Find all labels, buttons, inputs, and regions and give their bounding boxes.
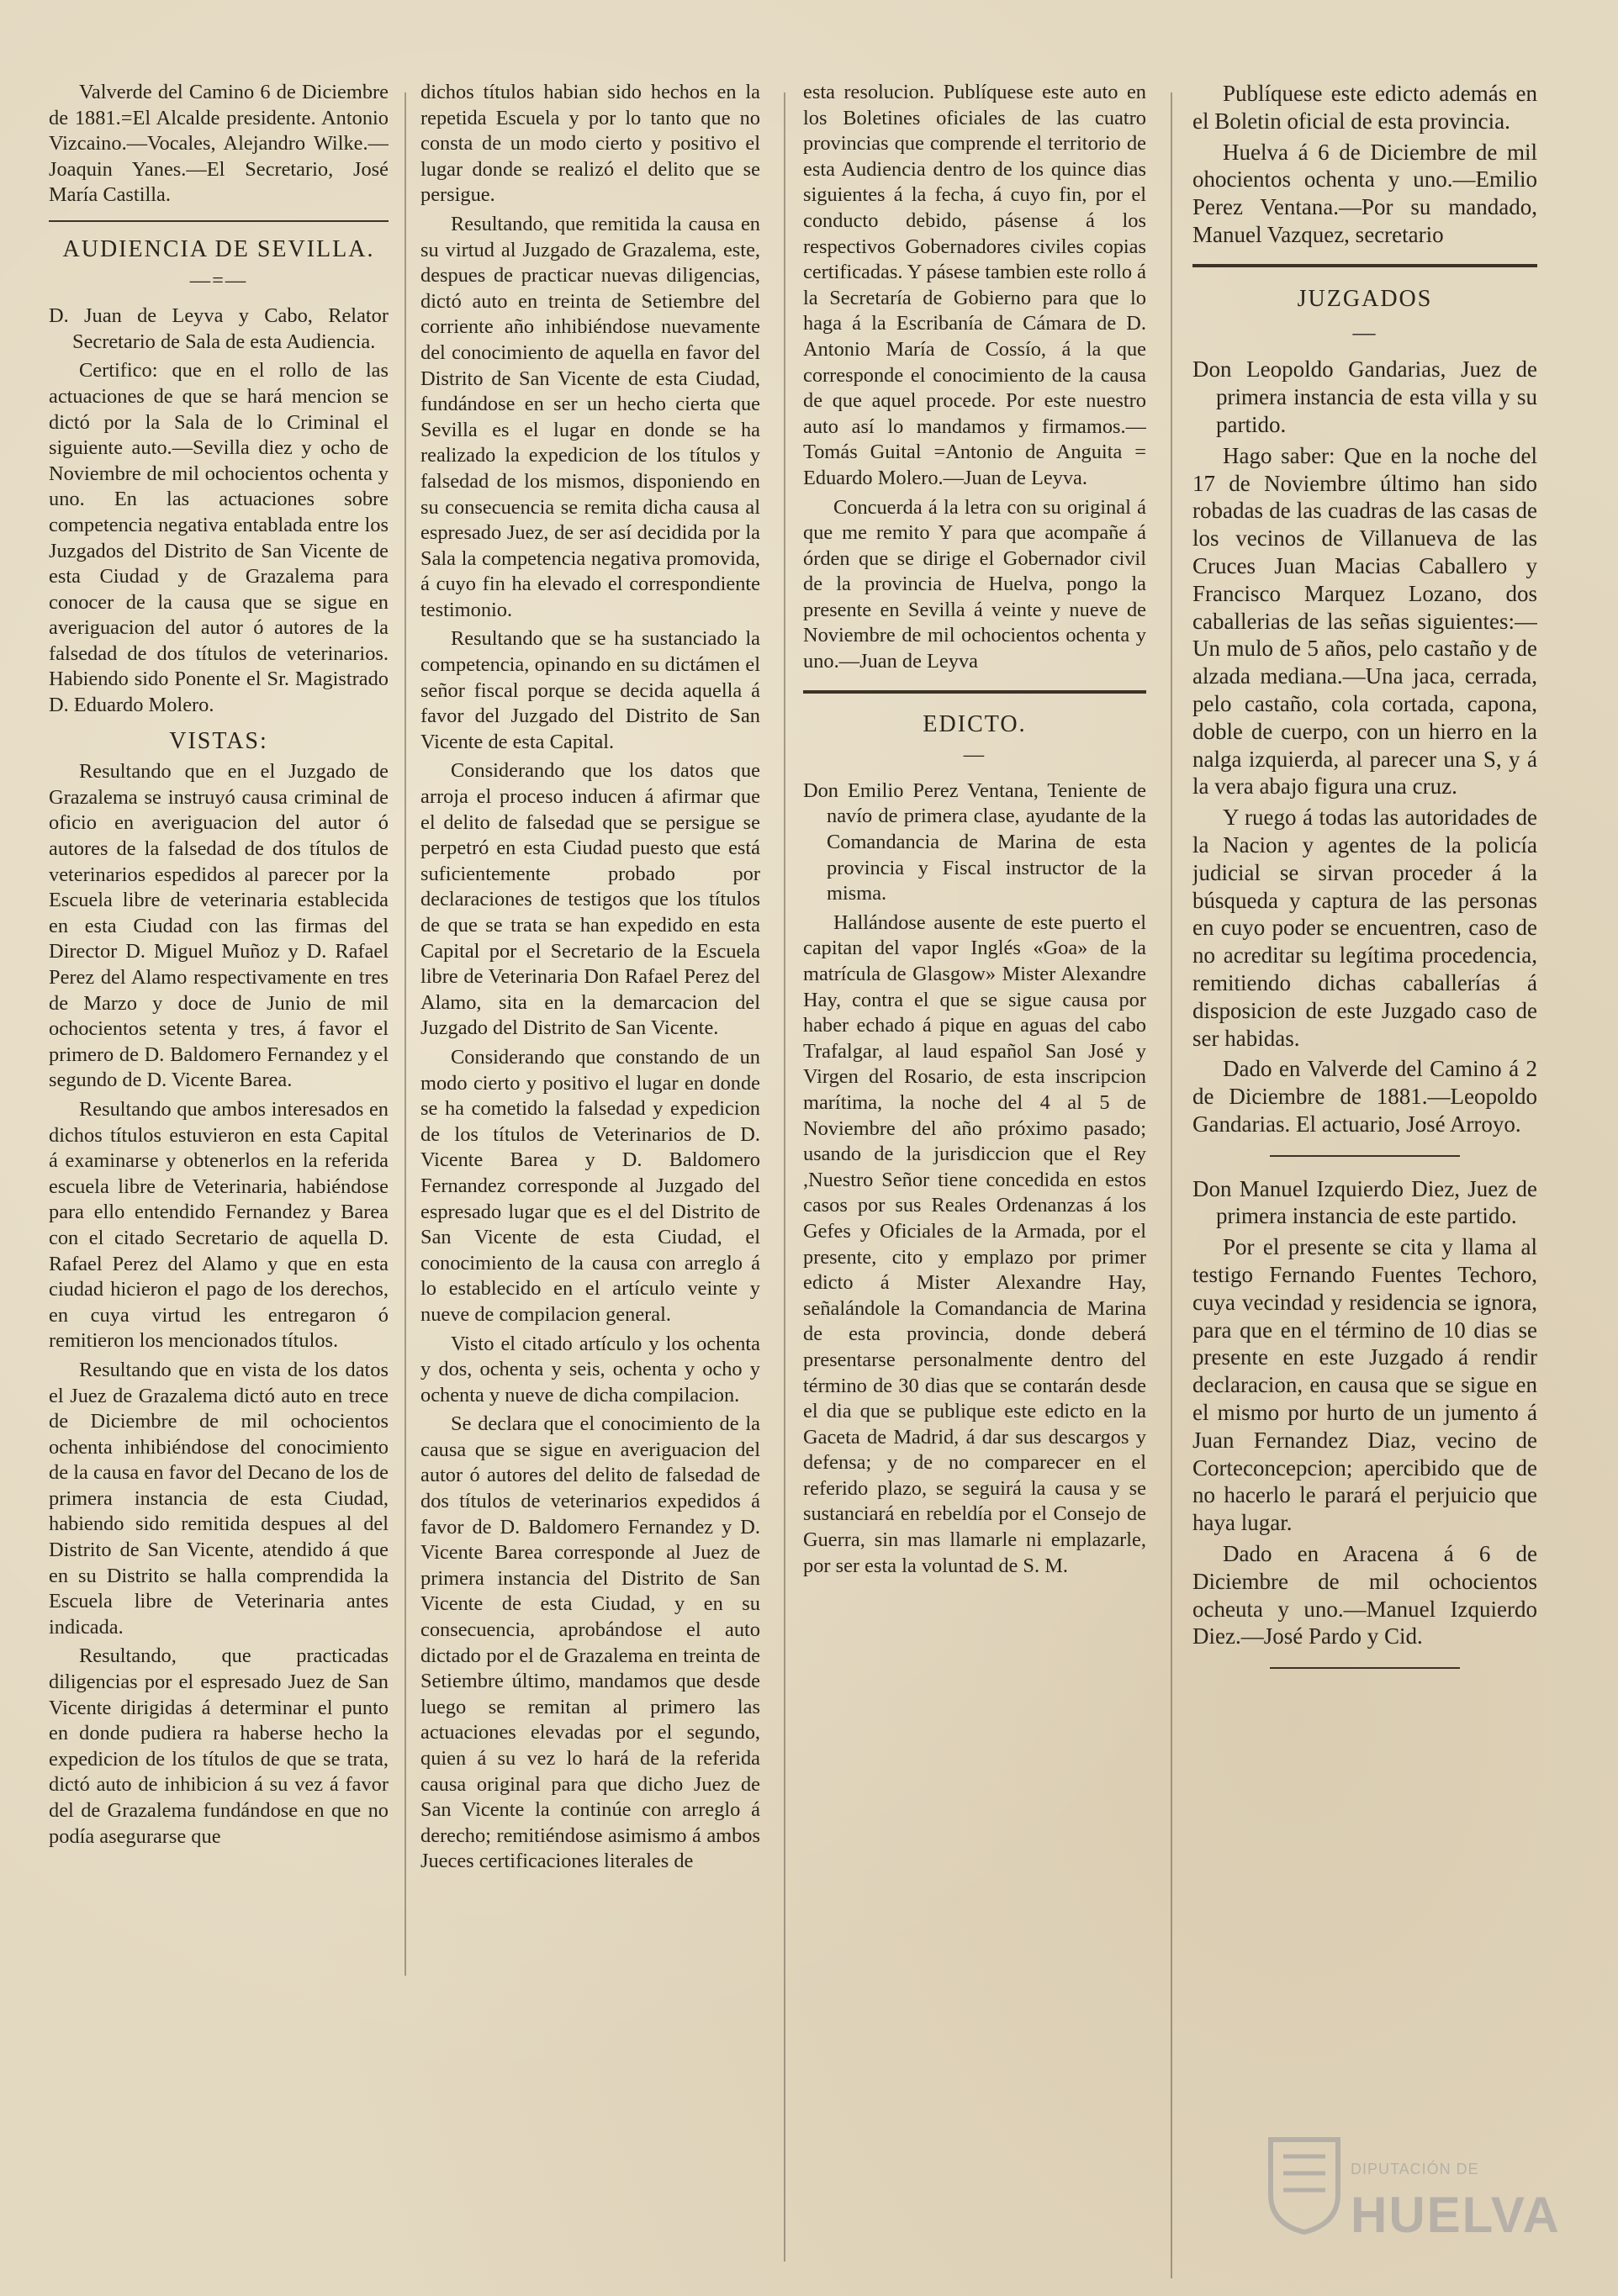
paragraph: Resultando que en el Juzgado de Grazalema se instruyó causa criminal de oficio en averiguacion del autor ó autores de la falsedad de dos títulos de veterinarios espedidos al parecer por la Escuela libre de veterinaria establecida en esta Ciudad con las firmas del Director D. Miguel Muñoz y D. Rafael Perez del Alamo respectivamente en tres de Marzo y doce de Junio de mil ochocientos setenta y tres, á favor el primero de D. Baldomero Fernandez y el segundo de D. Vicente Barea. (49, 760, 389, 1092)
paragraph: Considerando que constando de un modo cierto y positivo el lugar en donde se ha cometido la falsedad y expedicion de los títulos de Veterinarios de D. Vicente Barea y D. Baldomero Fernandez corresponde al Juzgado del espresado lugar que es el del Distrito de San Vicente de esta Ciudad, el conocimiento de la causa con arreglo á lo establecido en el artículo veinte y nueve de compilacion general. (420, 1045, 760, 1326)
paragraph: esta resolucion. Publíquese este auto en los Boletines oficiales de las cuatro provincias que comprende el territorio de esta Audiencia dentro de los quince dias siguientes á la fecha, á cuyo fin, por el conducto debido, pásense á los respectivos Gobernadores civiles copias certificadas. Y pásese tambien este rollo á la Secretaría de Gobierno para que lo haga á la Escribanía de Cámara de D. Antonio María de Cossío, á la que corresponde el conocimiento de la causa de que aquel procede. Por este nuestro auto así lo mandamos y firmamos.—Tomás Guital =Antonio de Anguita = Eduardo Molero.—Juan de Leyva. (803, 81, 1146, 489)
paragraph: Dado en Valverde del Camino á 2 de Diciembre de 1881.—Leopoldo Gandarias. El actuario, José Arroyo. (1192, 1056, 1537, 1137)
paragraph: Visto el citado artículo y los ochenta y dos, ochenta y seis, ochenta y ocho y ochenta y nueve de dicha compilacion. (420, 1332, 760, 1407)
paragraph: Considerando que los datos que arroja el proceso inducen á afirmar que el delito de falsedad que se persigue se perpetró en esta Ciudad puesto que está suficientemente probado por declaraciones de testigos que los títulos de que se trata se han expedido en esta Capital por el Secretario de la Escuela libre de Veterinaria Don Rafael Perez del Alamo, sita en la demarcacion del Juzgado del Distrito de San Vicente. (420, 759, 760, 1040)
watermark-title: HUELVA (1351, 2187, 1561, 2243)
paragraph: Resultando que se ha sustanciado la competencia, opinando en su dictámen el señor fiscal porque se decida aquella á favor del Juzgado del Distrito de San Vicente de esta Capital. (420, 627, 760, 753)
section-heading: JUZGADOS (1297, 285, 1433, 312)
column-divider (784, 92, 785, 2262)
section-rule (1270, 1155, 1460, 1157)
paragraph: Por el presente se cita y llama al testigo Fernando Fuentes Techoro, cuya vecindad y residencia se ignora, para que en el término de 10 dias se presente en este Juzgado á rendir declaracion, en causa que se sigue en el mismo por hurto de un jumento á Juan Fernandez Diaz, vecino de Corteconcepcion; apercibido que de no hacerlo le parará el perjuicio que haya lugar. (1192, 1234, 1537, 1536)
section-rule (1270, 1667, 1460, 1669)
paragraph: Y ruego á todas las autoridades de la Nacion y agentes de la policía judicial se sirvan proceder á la búsqueda y captura de las personas en cuyo poder se encuentren, caso de no acreditar su legítima procedencia, remitiendo dichas caballerías á disposicion de este Juzgado caso de ser habidas. (1192, 805, 1537, 1051)
paragraph: Certifico: que en el rollo de las actuaciones de que se hará mencion se dictó por la Sala de lo Criminal el siguiente auto.—Sevilla diez y ocho de Noviembre de mil ochocientos ochenta y uno. En las actuaciones sobre competencia negativa entablada entre los Juzgados del Distrito de San Vicente de esta Ciudad y de Grazalema para conocer de la causa que se sigue en averiguacion del autor ó autores de la falsedad de dos títulos de veterinarios. Habiendo sido Ponente el Sr. Magistrado D. Eduardo Molero. (49, 359, 389, 717)
paragraph: Don Emilio Perez Ventana, Teniente de navío de primera clase, ayudante de la Comandancia de Marina de esta provincia y Fiscal instructor de la misma. (803, 779, 1146, 905)
paragraph: Valverde del Camino 6 de Diciembre de 1881.=El Alcalde presidente. Antonio Vizcaino.—Vocales, Alejandro Wilke.—Joaquin Yanes.—El Secretario, José María Castilla. (49, 81, 389, 207)
watermark-logo (1266, 2127, 1561, 2253)
section-heading: VISTAS: (169, 727, 268, 754)
paragraph: Hago saber: Que en la noche del 17 de Noviembre último han sido robadas de las cuadras de las casas de los vecinos de Villanueva de las Cruces Juan Macias Caballero y Francisco Marquez Lozano, dos caballerias de las señas siguientes:—Un mulo de 5 años, pelo castaño y de alzada mediana.—Una jaca, cerrada, pelo castaño, cola cortada, capona, doble de cuerpo, con un hierro en la nalga izquierda, al parecer una S, y á la vera abajo figura una cruz. (1192, 442, 1537, 800)
heading-ornament: — (1352, 319, 1377, 345)
paragraph: Resultando que en vista de los datos el Juez de Grazalema dictó auto en trece de Diciembre de mil ochocientos ochenta inhibiéndose del conocimiento de la causa en favor del Decano de los de primera instancia de esta Ciudad, habiendo sido remitida despues al del Distrito de San Vicente, atendido á que en su Distrito se halla comprendida la Escuela libre de Veterinaria antes indicada. (49, 1358, 389, 1639)
heading-ornament: —=— (189, 268, 248, 292)
watermark-subtitle: DIPUTACIÓN DE (1351, 2161, 1479, 2177)
paragraph: Dado en Aracena á 6 de Diciembre de mil ochocientos ocheuta y uno.—Manuel Izquierdo Diez.—José Pardo y Cid. (1192, 1541, 1537, 1649)
section-rule (803, 690, 1146, 694)
paragraph: dichos títulos habian sido hechos en la repetida Escuela y por lo tanto que no consta de un modo cierto y positivo el lugar donde se realizó el delito que se persigue. (420, 81, 760, 207)
paragraph: Concuerda á la letra con su original á que me remito Y para que acompañe á órden que se dirige el Gobernador civil de la provincia de Huelva, pongo la presente en Sevilla á veinte y nueve de Noviembre de mil ochocientos ochenta y uno.—Juan de Leyva (803, 495, 1146, 673)
column-4 (1192, 80, 1537, 2266)
column-1 (49, 80, 389, 2266)
section-heading: AUDIENCIA DE SEVILLA. (62, 235, 375, 262)
heading-ornament: — (963, 743, 986, 767)
column-divider (1171, 92, 1172, 2278)
paragraph: Hallándose ausente de este puerto el capitan del vapor Inglés «Goa» de la matrícula de Glasgow» Mister Alexandre Hay, contra el que se sigue causa por haber echado á pique en aguas del cabo Trafalgar, al laud español San José y Virgen del Rosario, de esta inscripcion marítima, la noche del 4 al 5 de Noviembre del año próximo pasado; usando de la jurisdiccion que el Rey ,Nuestro Señor tiene concedida en estos casos por sus Reales Ordenanzas á los Gefes y Oficiales de la Armada, por el presente, cito y emplazo por primer edicto á Mister Alexandre Hay, señalándole la Comandancia de Marina de esta provincia, donde deberá presentarse personalmente dentro del término de 30 dias que se contarán desde el dia que se publique este edicto en la Gaceta de Madrid, á dar sus descargos y defensa; y de no comparecer en el referido plazo, se seguirá la causa y se sustanciará en rebeldía por el Consejo de Guerra, sin mas llamarle ni emplazarle, por ser esta la voluntad de S. M. (803, 910, 1146, 1577)
section-heading: EDICTO. (923, 710, 1027, 737)
column-3 (803, 80, 1146, 2266)
paragraph: Huelva á 6 de Diciembre de mil ohocientos ochenta y uno.—Emilio Perez Ventana.—Por su mandado, Manuel Vazquez, secretario (1192, 139, 1537, 247)
paragraph: Resultando, que practicadas diligencias por el espresado Juez de San Vicente dirigidas á determinar el punto en donde pudiera ra haberse hecho la expedicion de los títulos de que se trata, dictó auto de inhibicion á su vez á favor del de Grazalema fundándose en que no podía asegurarse que (49, 1644, 389, 1848)
paragraph: Don Manuel Izquierdo Diez, Juez de primera instancia de este partido. (1192, 1175, 1537, 1229)
paragraph: Se declara que el conocimiento de la causa que se sigue en averiguacion del autor ó autores del delito de falsedad de dos títulos de veterinarios expedidos á favor de D. Baldomero Fernandez y D. Vicente Barea corresponde al Juez de primera instancia del Distrito de San Vicente de esta Ciudad, y en su consecuencia, aprobándose el auto dictado por el de Grazalema en treinta de Setiembre último, mandamos que desde luego se remitan al primero las actuaciones elevadas por el segundo, quien á su vez lo hará de la referida causa original para que dicho Juez de San Vicente la continúe con arreglo á derecho; remitiéndose asimismo á ambos Jueces certificaciones literales de (420, 1412, 760, 1873)
column-2 (420, 80, 760, 2266)
section-rule (1192, 264, 1537, 267)
paragraph: Resultando, que remitida la causa en su virtud al Juzgado de Grazalema, este, despues de practicar nuevas diligencias, dictó auto en treinta de Setiembre del corriente año inhibiéndose nuevamente del conocimiento de aquella en favor del Distrito de San Vicente de esta Ciudad, fundándose en ser un hecho cierta que Sevilla es el lugar en donde se ha realizado la expedicion de los títulos y falsedad de los mismos, disponiendo en su consecuencia se remita dicha causa al espresado Juez, de ser así decidida por la Sala la competencia negativa promovida, á cuyo fin ha elevado el correspondiente testimonio. (420, 212, 760, 621)
column-divider (404, 92, 406, 1976)
paragraph: D. Juan de Leyva y Cabo, Relator Secretario de Sala de esta Audiencia. (49, 304, 389, 353)
section-rule (49, 220, 389, 222)
shield-icon (1266, 2135, 1342, 2236)
paragraph: Don Leopoldo Gandarias, Juez de primera instancia de esta villa y su partido. (1192, 356, 1537, 437)
paragraph: Resultando que ambos interesados en dichos títulos estuvieron en esta Capital á examinarse y obtenerlos en la referida escuela libre de Veterinaria, habiéndose para ello entendido Fernandez y Barea con el citado Secretario de aquella D. Rafael Perez del Alamo y que en esta ciudad hicieron el pago de los derechos, en cuya virtud les entregaron ó remitieron los mencionados títulos. (49, 1097, 389, 1353)
paragraph: Publíquese este edicto además en el Boletin oficial de esta provincia. (1192, 81, 1537, 134)
